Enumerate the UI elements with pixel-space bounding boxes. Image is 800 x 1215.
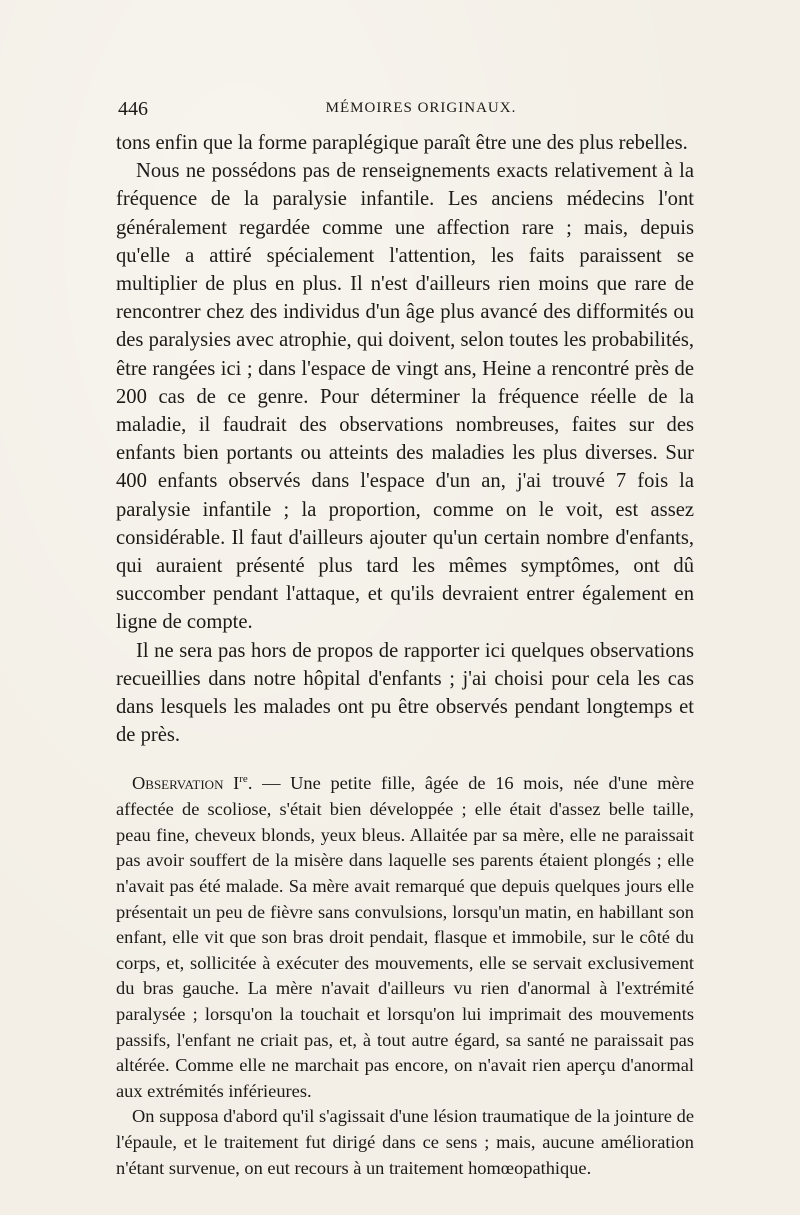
observation-paragraph [116, 767, 694, 1104]
running-head: MÉMOIRES ORIGINAUX. [325, 100, 517, 116]
observation-text: Une petite fille, âgée de 16 mois, née d'une mère affectée de scoliose, s'était bien développée ; elle était d'assez belle taille, peau fine, cheveux blonds, yeux bleus. Allaitée par sa mère, elle ne paraissait pas avoir souffert de la misère dans laquelle ses parents étaient plongés ; elle n'avait pas été malade. Sa mère avait remarqué que depuis quelques jours elle présentait un peu de fièvre sans convulsions, lorsqu'un matin, en habillant son enfant, elle vit que son bras droit pendait, flasque et immobile, sur le côté du corps, et, sollicitée à exécuter des mouvements, elle se servait exclusivement du bras gauche. La mère n'avait d'ailleurs vu rien d'anormal à l'extrémité paralysée ; lorsqu'on la touchait et lorsqu'on lui imprimait des mouvements passifs, l'enfant ne criait pas, et, à tout autre égard, sa santé ne paraissait pas altérée. Comme elle ne marchait pas encore, on n'avait rien aperçu d'anormal aux extrémités inférieures. [116, 773, 694, 1101]
observation-continuation: On supposa d'abord qu'il s'agissait d'une lésion traumatique de la jointure de l'épaule, et le traitement fut dirigé dans ce sens ; mais, aucune amélioration n'étant survenue, on eut recours à un traitement homœopathique. [116, 1106, 694, 1178]
page-header [118, 98, 694, 122]
observation-title-suffix: . — [247, 773, 291, 794]
observation-block [116, 767, 694, 1181]
observation-title: Observation I [132, 773, 240, 794]
observation-title-superscript: re [239, 773, 248, 786]
body-text [116, 126, 694, 1181]
page-number: 446 [118, 98, 148, 120]
paragraph-continued: tons enfin que la forme paraplégique paraît être une des plus rebelles. [116, 132, 688, 154]
paragraph-observations-intro: Il ne sera pas hors de propos de rapporter ici quelques observations recueillies dans notre hôpital d'enfants ; j'ai choisi pour cela les cas dans lesquels les malades ont pu être observés pendant longtemps et de près. [116, 639, 694, 747]
paragraph-frequency: Nous ne possédons pas de renseignements exacts relativement à la fréquence de la paralysie infantile. Les anciens médecins l'ont généralement regardée comme une affection rare ; mais, depuis qu'elle a attiré spécialement l'attention, les faits paraissent se multiplier de plus en plus. Il n'est d'ailleurs rien moins que rare de rencontrer chez des individus d'un âge plus avancé des difformités ou des paralysies avec atrophie, qui doivent, selon toutes les probabilités, être rangées ici ; dans l'espace de vingt ans, Heine a rencontré près de 200 cas de ce genre. Pour déterminer la fréquence réelle de la maladie, il faudrait des observations nombreuses, faites sur des enfants bien portants ou atteints des maladies les plus diverses. Sur 400 enfants observés dans l'espace d'un an, j'ai trouvé 7 fois la paralysie infantile ; la proportion, comme on le voit, est assez considérable. Il faut d'ailleurs ajouter qu'un certain nombre d'enfants, qui auraient présenté plus tard les mêmes symptômes, ont dû succomber pendant l'attaque, et qu'ils devraient entrer également en ligne de compte. [116, 160, 694, 634]
